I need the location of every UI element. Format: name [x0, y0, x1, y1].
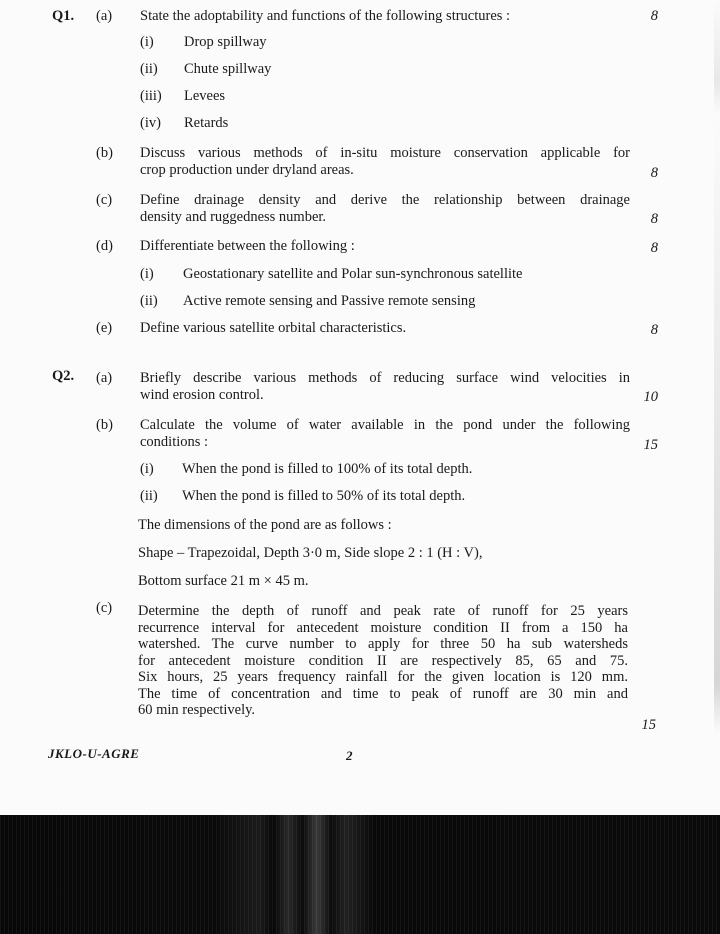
- question-number: Q2.: [52, 368, 75, 384]
- sub-item-text: Geostationary satellite and Polar sun-synchronous satellite: [183, 266, 523, 282]
- marks: 15: [643, 437, 658, 453]
- scan-edge-shadow: [714, 0, 720, 815]
- text-line: The time of concentration and time to peak of runoff are 30 min and: [138, 685, 628, 702]
- sub-item-number: (ii): [140, 61, 158, 77]
- text-line: for antecedent moisture condition II are respectively 85, 65 and 75.: [138, 652, 628, 669]
- part-label: (c): [96, 600, 113, 616]
- sub-item-text: When the pond is filled to 100% of its total depth.: [182, 461, 473, 477]
- marks: 8: [650, 211, 658, 227]
- sub-item-number: (iii): [140, 88, 162, 104]
- scanner-dark-margin: [0, 815, 720, 934]
- part-label: (a): [96, 8, 113, 24]
- question-number: Q1.: [52, 8, 75, 24]
- question-text: Differentiate between the following :: [140, 238, 355, 254]
- marks: 8: [650, 165, 658, 181]
- marks: 8: [650, 240, 658, 256]
- pond-shape: Shape – Trapezoidal, Depth 3·0 m, Side slope 2 : 1 (H : V),: [138, 545, 483, 561]
- text-line: Define drainage density and derive the relationship between drainage: [140, 192, 630, 208]
- page-number: 2: [346, 748, 353, 763]
- text-line: wind erosion control.: [140, 386, 264, 403]
- part-label: (e): [96, 320, 113, 336]
- part-label: (c): [96, 192, 113, 208]
- part-label: (b): [96, 417, 113, 433]
- text-line: Discuss various methods of in-situ moisture conservation applicable for: [140, 145, 630, 161]
- text-line: Six hours, 25 years frequency rainfall for the given location is 120 mm.: [138, 669, 628, 685]
- text-line: density and ruggedness number.: [140, 208, 327, 225]
- marks: 8: [650, 8, 658, 24]
- pond-bottom: Bottom surface 21 m × 45 m.: [138, 573, 309, 589]
- question-text: [140, 192, 630, 225]
- text-line: Calculate the volume of water available in the pond under the following: [140, 417, 630, 433]
- sub-item-text: Chute spillway: [184, 61, 272, 77]
- sub-item-text: Retards: [184, 115, 229, 131]
- sub-item-text: Drop spillway: [184, 34, 267, 50]
- question-text: [140, 370, 630, 403]
- paper-code: JKLO-U-AGRE: [48, 746, 140, 761]
- sub-item-text: Active remote sensing and Passive remote sensing: [183, 293, 476, 309]
- text-line: Briefly describe various methods of reducing surface wind velocities in: [140, 370, 630, 386]
- part-label: (a): [96, 370, 113, 386]
- sub-item-number: (i): [140, 34, 154, 50]
- text-line: crop production under dryland areas.: [140, 161, 354, 178]
- marks: 8: [650, 322, 658, 338]
- question-text: State the adoptability and functions of the following structures :: [140, 8, 511, 24]
- part-label: (d): [96, 238, 113, 254]
- sub-item-number: (i): [140, 461, 154, 477]
- sub-item-number: (ii): [140, 488, 158, 504]
- text-line: conditions :: [140, 433, 209, 450]
- sub-item-text: When the pond is filled to 50% of its total depth.: [182, 488, 466, 504]
- text-line: Determine the depth of runoff and peak rate of runoff for 25 years: [138, 603, 628, 619]
- text-line: recurrence interval for antecedent moisture condition II from a 150 ha: [138, 619, 628, 636]
- sub-item-number: (ii): [140, 293, 158, 309]
- part-label: (b): [96, 145, 113, 161]
- question-text: [138, 603, 628, 719]
- question-text: [140, 417, 630, 450]
- question-text: Define various satellite orbital characteristics.: [140, 320, 407, 336]
- text-line: 60 min respectively.: [138, 702, 256, 718]
- text-line: watershed. The curve number to apply for three 50 ha sub watersheds: [138, 636, 628, 652]
- question-text: [140, 145, 630, 178]
- dimensions-intro: The dimensions of the pond are as follows :: [138, 517, 392, 533]
- sub-item-number: (i): [140, 266, 154, 282]
- marks: 15: [641, 717, 656, 733]
- sub-item-number: (iv): [140, 115, 161, 131]
- sub-item-text: Levees: [184, 88, 226, 104]
- marks: 10: [643, 389, 658, 405]
